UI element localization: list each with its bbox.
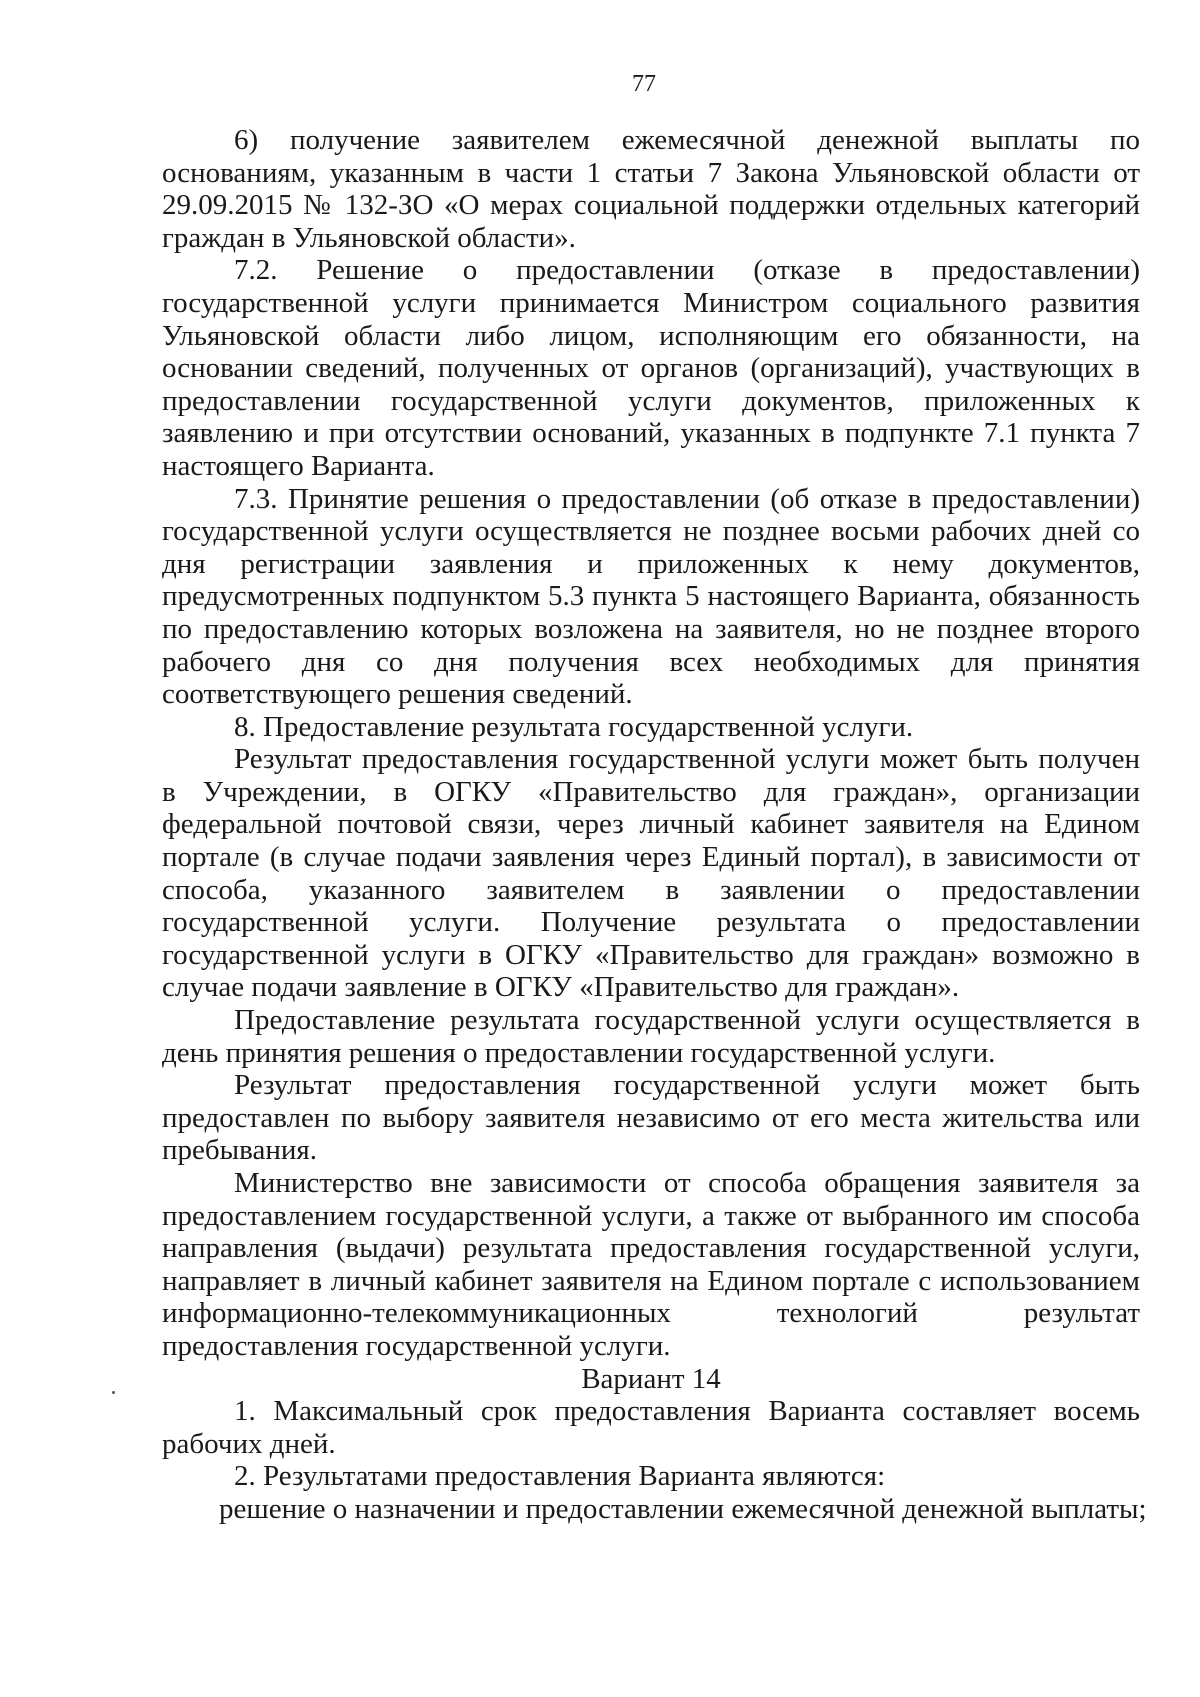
variant-heading: Вариант 14: [581, 1362, 721, 1395]
scan-speck: [112, 1391, 115, 1394]
document-body: [162, 124, 1147, 1526]
paragraph-item-6: 6) получение заявителем ежемесячной денежной выплаты по основаниям, указанным в части 1 статьи 7 Закона Ульяновской области от 29.09.2015 № 132-ЗО «О мерах социальной поддержки отдельных категорий граждан в Ульяновской области».: [162, 124, 1140, 254]
page-number: 77: [632, 71, 656, 97]
paragraph-7-2: 7.2. Решение о предоставлении (отказе в предоставлении) государственной услуги принимается Министром социального развития Ульяновской области либо лицом, исполняющим его обязанности, на основании сведений, полученных от органов (организаций), участвующих в предоставлении государственной услуги документов, приложенных к заявлению и при отсутствии оснований, указанных в подпункте 7.1 пункта 7 настоящего Варианта.: [162, 254, 1140, 482]
variant-result-line: решение о назначении и предоставлении ежемесячной денежной выплаты;: [219, 1492, 1147, 1525]
paragraph-result-timing: Предоставление результата государственной услуги осуществляется в день принятия решения о предоставлении государственной услуги.: [162, 1004, 1140, 1069]
paragraph-8-title: 8. Предоставление результата государственной услуги.: [234, 710, 914, 743]
variant-paragraph-2: 2. Результатами предоставления Варианта являются:: [234, 1460, 886, 1493]
variant-paragraph-1: 1. Максимальный срок предоставления Варианта составляет восемь рабочих дней.: [162, 1395, 1140, 1460]
paragraph-ministry-portal: Министерство вне зависимости от способа обращения заявителя за предоставлением государственной услуги, а также от выбранного им способа направления (выдачи) результата предоставления государственной услуги, направляет в личный кабинет заявителя на Едином портале с использованием информационно-телекоммуникационных технологий результат предоставления государственной услуги.: [162, 1167, 1140, 1362]
paragraph-7-3: 7.3. Принятие решения о предоставлении (об отказе в предоставлении) государственной услуги осуществляется не позднее восьми рабочих дней со дня регистрации заявления и приложенных к нему документов, предусмотренных подпунктом 5.3 пункта 5 настоящего Варианта, обязанность по предоставлению которых возложена на заявителя, но не позднее второго рабочего дня со дня получения всех необходимых для принятия соответствующего решения сведений.: [162, 482, 1140, 711]
paragraph-result-receipt: Результат предоставления государственной услуги может быть получен в Учреждении, в ОГКУ «Правительство для граждан», организации федеральной почтовой связи, через личный кабинет заявителя на Едином портале (в случае подачи заявления через Единый портал), в зависимости от способа, указанного заявителем в заявлении о предоставлении государственной услуги. Получение результата о предоставлении государственной услуги в ОГКУ «Правительство для граждан» возможно в случае подачи заявление в ОГКУ «Правительство для граждан».: [162, 743, 1140, 1004]
paragraph-result-choice: Результат предоставления государственной услуги может быть предоставлен по выбору заявителя независимо от его места жительства или пребывания.: [162, 1069, 1140, 1167]
